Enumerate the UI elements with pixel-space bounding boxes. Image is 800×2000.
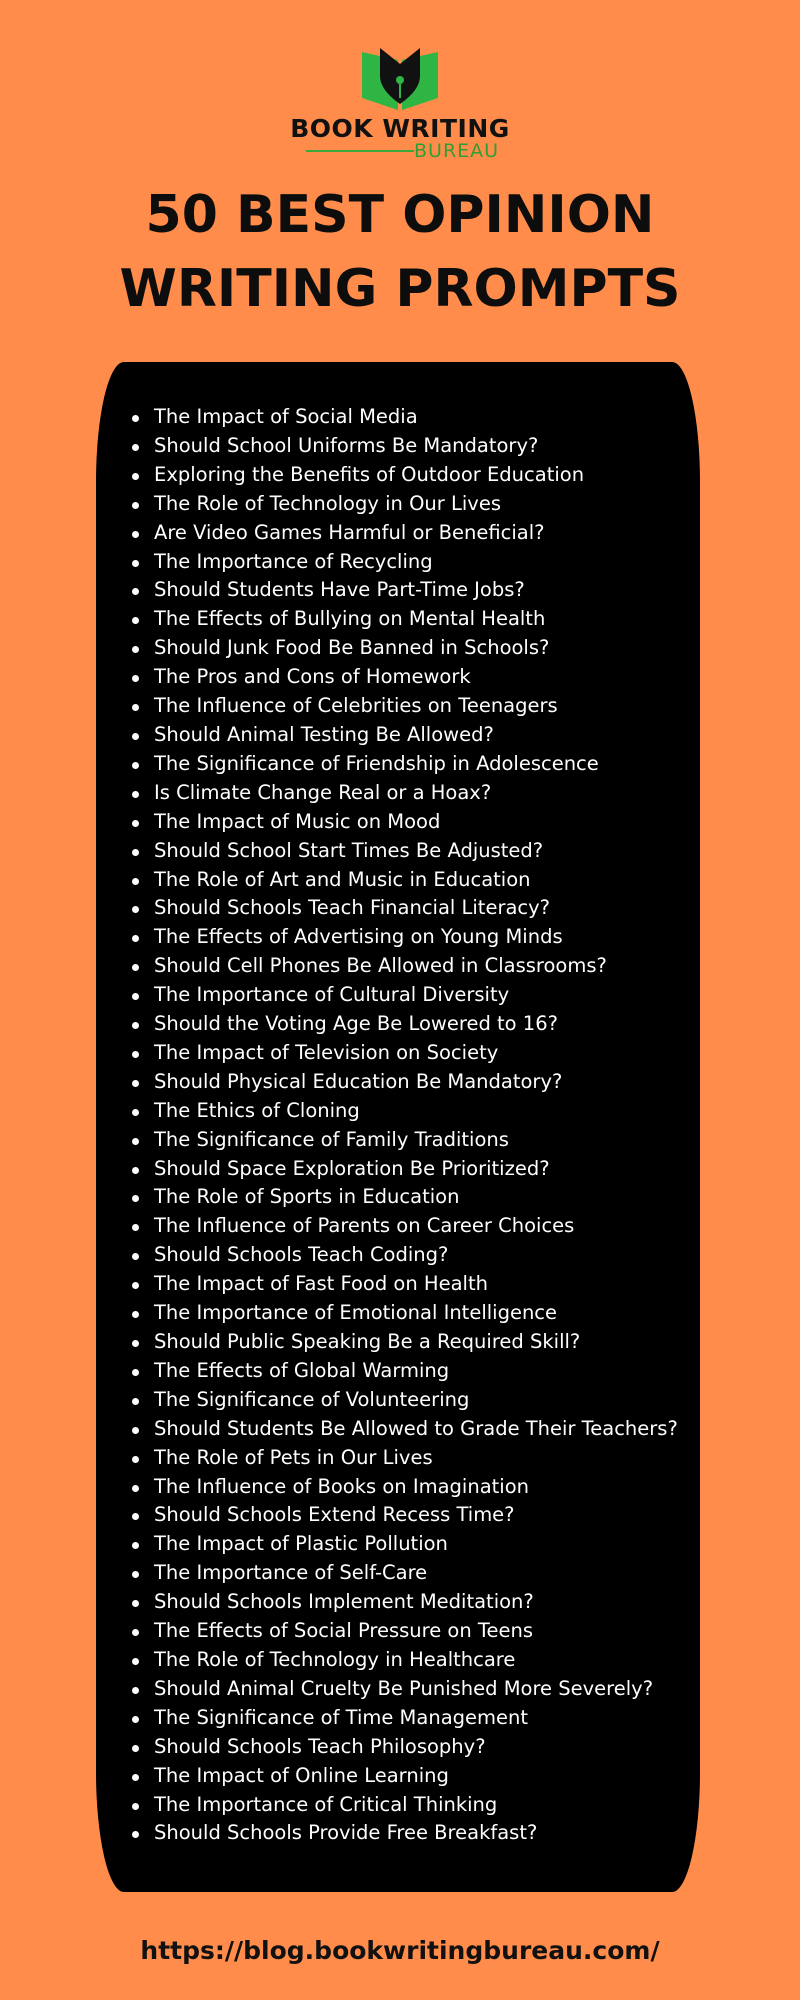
prompt-item: Should Students Have Part-Time Jobs? <box>126 576 678 605</box>
prompt-item: The Impact of Social Media <box>126 403 678 432</box>
prompt-item: The Significance of Time Management <box>126 1704 678 1733</box>
prompt-item: Should Physical Education Be Mandatory? <box>126 1068 678 1097</box>
prompt-item: The Role of Technology in Our Lives <box>126 490 678 519</box>
prompt-item: The Impact of Fast Food on Health <box>126 1270 678 1299</box>
prompt-item: Should School Uniforms Be Mandatory? <box>126 432 678 461</box>
prompt-item: The Pros and Cons of Homework <box>126 663 678 692</box>
prompt-item: The Importance of Cultural Diversity <box>126 981 678 1010</box>
open-book-pen-icon <box>358 46 442 112</box>
prompt-item: The Impact of Online Learning <box>126 1762 678 1791</box>
prompt-item: The Ethics of Cloning <box>126 1097 678 1126</box>
prompt-item: The Role of Pets in Our Lives <box>126 1444 678 1473</box>
prompt-item: Should Space Exploration Be Prioritized? <box>126 1155 678 1184</box>
prompt-item: The Importance of Recycling <box>126 548 678 577</box>
prompt-item: Should Schools Provide Free Breakfast? <box>126 1819 678 1848</box>
brand-subname: BUREAU <box>414 140 500 162</box>
prompt-item: Should School Start Times Be Adjusted? <box>126 837 678 866</box>
prompt-item: Should Schools Teach Philosophy? <box>126 1733 678 1762</box>
prompt-item: The Impact of Television on Society <box>126 1039 678 1068</box>
prompt-item: The Impact of Plastic Pollution <box>126 1530 678 1559</box>
prompt-item: Exploring the Benefits of Outdoor Education <box>126 461 678 490</box>
brand-divider <box>306 150 414 152</box>
prompt-item: The Role of Sports in Education <box>126 1183 678 1212</box>
prompt-item: The Importance of Emotional Intelligence <box>126 1299 678 1328</box>
prompt-item: Should Schools Teach Coding? <box>126 1241 678 1270</box>
prompt-item: The Importance of Self-Care <box>126 1559 678 1588</box>
brand-name: BOOK WRITING <box>290 114 510 143</box>
title-line-1: 50 BEST OPINION <box>145 185 655 245</box>
prompt-item: Should Junk Food Be Banned in Schools? <box>126 634 678 663</box>
prompt-item: Should Schools Extend Recess Time? <box>126 1501 678 1530</box>
prompt-item: Should Animal Testing Be Allowed? <box>126 721 678 750</box>
prompt-item: The Role of Technology in Healthcare <box>126 1646 678 1675</box>
footer-url[interactable]: https://blog.bookwritingbureau.com/ <box>140 1936 660 1965</box>
title-line-2: WRITING PROMPTS <box>119 259 681 319</box>
prompt-item: The Effects of Social Pressure on Teens <box>126 1617 678 1646</box>
prompt-item: The Effects of Global Warming <box>126 1357 678 1386</box>
prompt-item: Should Students Be Allowed to Grade Their Teachers? <box>126 1415 678 1444</box>
brand-logo <box>0 46 800 166</box>
prompt-item: The Influence of Celebrities on Teenagers <box>126 692 678 721</box>
prompt-item: Should Schools Implement Meditation? <box>126 1588 678 1617</box>
prompt-item: Should Cell Phones Be Allowed in Classrooms? <box>126 952 678 981</box>
prompt-item: Is Climate Change Real or a Hoax? <box>126 779 678 808</box>
prompt-item: Should the Voting Age Be Lowered to 16? <box>126 1010 678 1039</box>
prompt-item: Should Public Speaking Be a Required Skill? <box>126 1328 678 1357</box>
prompt-item: The Impact of Music on Mood <box>126 808 678 837</box>
prompt-item: The Significance of Volunteering <box>126 1386 678 1415</box>
prompt-item: The Significance of Family Traditions <box>126 1126 678 1155</box>
prompt-item: Are Video Games Harmful or Beneficial? <box>126 519 678 548</box>
prompt-item: The Influence of Books on Imagination <box>126 1473 678 1502</box>
prompt-item: The Importance of Critical Thinking <box>126 1791 678 1820</box>
prompt-item: The Significance of Friendship in Adolescence <box>126 750 678 779</box>
prompts-list <box>126 403 678 1848</box>
prompt-item: The Role of Art and Music in Education <box>126 866 678 895</box>
page-title <box>0 178 800 326</box>
prompt-item: The Influence of Parents on Career Choices <box>126 1212 678 1241</box>
prompt-item: Should Schools Teach Financial Literacy? <box>126 894 678 923</box>
prompt-item: The Effects of Bullying on Mental Health <box>126 605 678 634</box>
prompt-item: Should Animal Cruelty Be Punished More Severely? <box>126 1675 678 1704</box>
prompt-item: The Effects of Advertising on Young Minds <box>126 923 678 952</box>
